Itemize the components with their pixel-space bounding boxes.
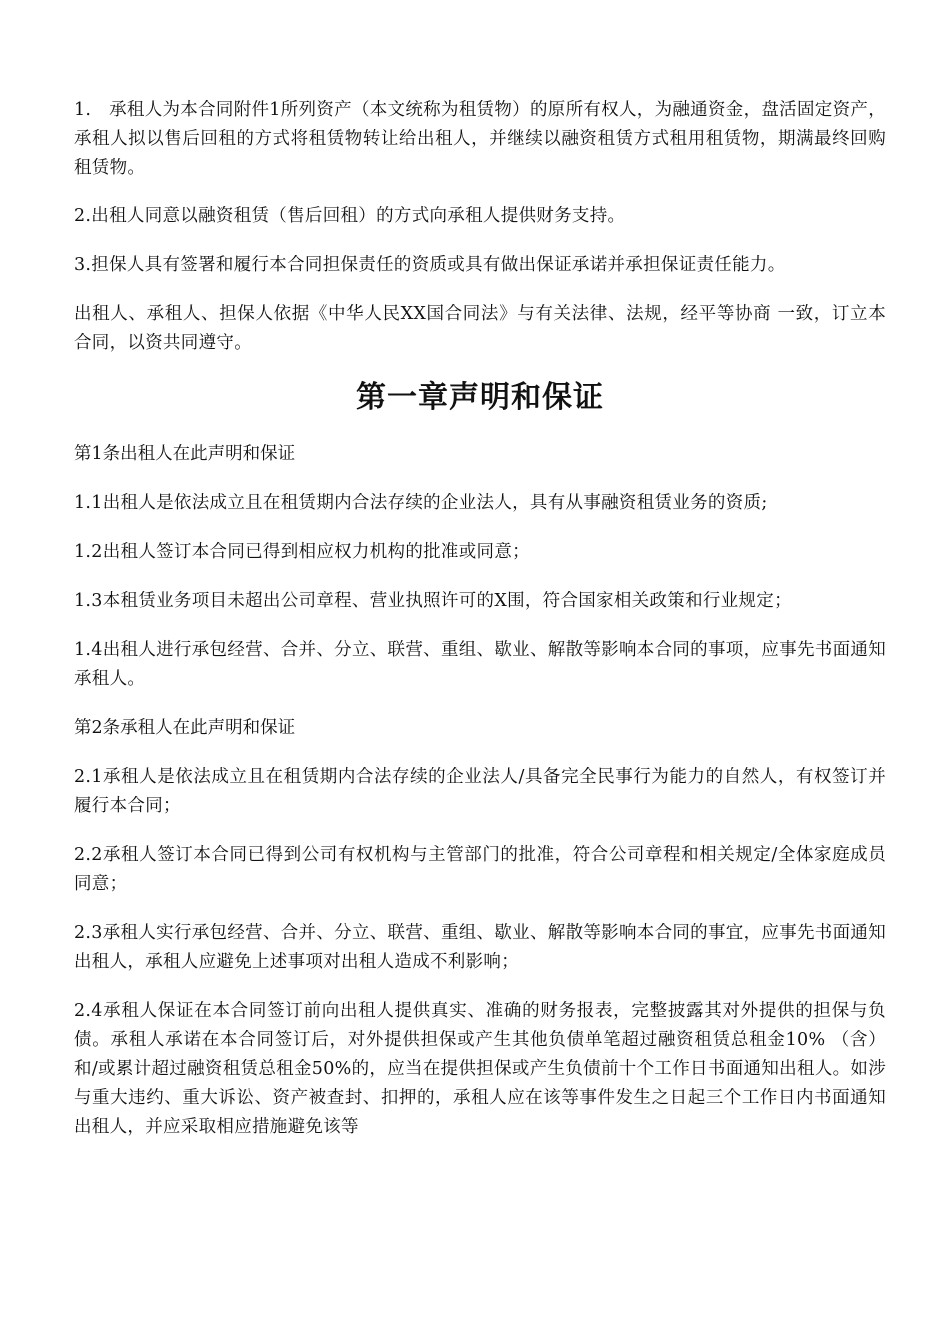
preamble-paragraph-2: 2.出租人同意以融资租赁（售后回租）的方式向承租人提供财务支持。 — [74, 206, 626, 226]
article-1-item-3: 1.3本租赁业务项目未超出公司章程、营业执照许可的X围，符合国家相关政策和行业规定； — [74, 591, 792, 611]
article-2-item-2: 2.2承租人签订本合同已得到公司有权机构与主管部门的批准，符合公司章程和相关规定/全体家庭成员同意； — [74, 845, 886, 894]
article-1-item-1: 1.1出租人是依法成立且在租赁期内合法存续的企业法人，具有从事融资租赁业务的资质; — [74, 493, 768, 513]
article-2-heading: 第2条承租人在此声明和保证 — [74, 718, 296, 738]
article-1-item-4: 1.4出租人进行承包经营、合并、分立、联营、重组、歇业、解散等影响本合同的事项，应事先书面通知承租人。 — [74, 640, 886, 689]
preamble-paragraph-3: 3.担保人具有签署和履行本合同担保责任的资质或具有做出保证承诺并承担保证责任能力。 — [74, 255, 786, 275]
preamble-paragraph-4: 出租人、承租人、担保人依据《中华人民XX国合同法》与有关法律、法规，经平等协商 一致，订立本合同，以资共同遵守。 — [74, 304, 886, 353]
article-1-heading: 第1条出租人在此声明和保证 — [74, 444, 296, 464]
article-2-item-1: 2.1承租人是依法成立且在租赁期内合法存续的企业法人/具备完全民事行为能力的自然人，有权签订并履行本合同； — [74, 767, 886, 816]
article-1-item-2: 1.2出租人签订本合同已得到相应权力机构的批准或同意； — [74, 542, 530, 562]
document-page — [74, 96, 886, 1162]
preamble-paragraph-1: 1. 承租人为本合同附件1所列资产（本文统称为租赁物）的原所有权人，为融通资金，盘活固定资产，承租人拟以售后回租的方式将租赁物转让给出租人，并继续以融资租赁方式租用租赁物，期满最终回购租赁物。 — [74, 100, 886, 178]
chapter-title: 第一章声明和保证 — [356, 380, 604, 415]
article-2-item-4: 2.4承租人保证在本合同签订前向出租人提供真实、准确的财务报表，完整披露其对外提供的担保与负债。承租人承诺在本合同签订后，对外提供担保或产生其他负债单笔超过融资租赁总租金10% （含）和/或累计超过融资租赁总租金50%的，应当在提供担保或产生负债前十个工作日书面通知出租人。如涉与重大违约、重大诉讼、资产被查封、扣押的，承租人应在该等事件发生之日起三个工作日内书面通知出租人，并应采取相应措施避免该等 — [74, 1001, 886, 1137]
article-2-item-3: 2.3承租人实行承包经营、合并、分立、联营、重组、歇业、解散等影响本合同的事宜，应事先书面通知出租人，承租人应避免上述事项对出租人造成不利影响； — [74, 923, 886, 972]
